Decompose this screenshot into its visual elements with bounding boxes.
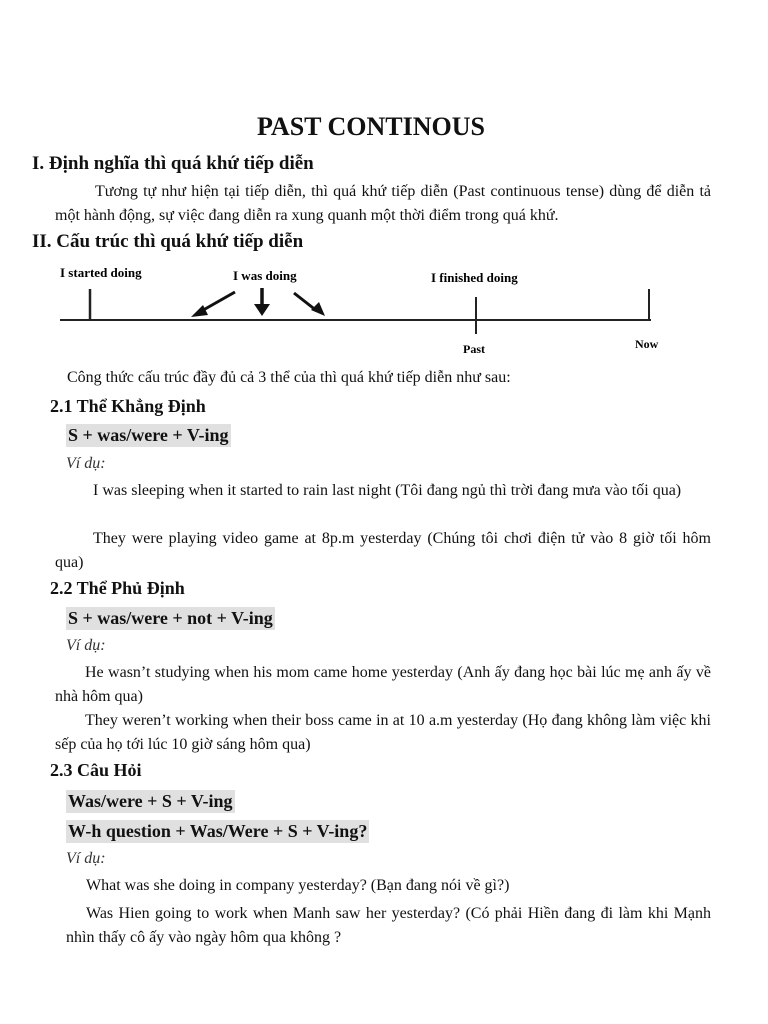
example-question-2: Was Hien going to work when Manh saw her yesterday? (Có phải Hiền đang đi làm khi Mạnh nhìn thấy cô ấy vào ngày hôm qua không ?: [66, 905, 711, 946]
formula-question-2: W-h question + Was/Were + S + V-ing?: [68, 821, 368, 841]
example-affirmative-1: I was sleeping when it started to rain last night (Tôi đang ngủ thì trời đang mưa vào tối qua): [93, 482, 682, 499]
timeline-label-was-doing: I was doing: [233, 268, 297, 283]
formula-negative: S + was/were + not + V-ing: [68, 608, 273, 628]
timeline-label-past: Past: [463, 342, 485, 356]
section-heading-definition: I. Định nghĩa thì quá khứ tiếp diễn: [32, 153, 314, 174]
definition-paragraph: Tương tự như hiện tại tiếp diễn, thì quá khứ tiếp diễn (Past continuous tense) dùng để diễn tả một hành động, sự việc đang diễn ra xung quanh một thời điểm trong quá khứ.: [55, 183, 711, 224]
formula-affirmative: S + was/were + V-ing: [68, 425, 229, 445]
timeline-diagram: [55, 262, 675, 362]
arrow-down-icon: [254, 288, 270, 316]
section-heading-structure: II. Cấu trúc thì quá khứ tiếp diễn: [32, 231, 304, 252]
example-label-affirmative: Ví dụ:: [66, 455, 106, 472]
heading-affirmative: 2.1 Thể Khẳng Định: [50, 396, 206, 416]
timeline-label-finished: I finished doing: [431, 270, 518, 285]
arrow-right-icon: [294, 293, 325, 316]
arrow-left-icon: [191, 292, 235, 317]
heading-negative: 2.2 Thể Phủ Định: [50, 578, 185, 598]
structure-intro: Công thức cấu trúc đầy đủ cả 3 thể của thì quá khứ tiếp diễn như sau:: [67, 369, 511, 386]
example-label-question: Ví dụ:: [66, 850, 106, 867]
example-label-negative: Ví dụ:: [66, 637, 106, 654]
timeline-label-now: Now: [635, 337, 659, 351]
heading-question: 2.3 Câu Hỏi: [50, 760, 142, 780]
timeline-label-started: I started doing: [60, 265, 142, 280]
example-affirmative-2: They were playing video game at 8p.m yesterday (Chúng tôi chơi điện tử vào 8 giờ tối hôm qua): [55, 530, 711, 571]
page-title: PAST CONTINOUS: [256, 112, 486, 141]
example-negative-2: They weren’t working when their boss came in at 10 a.m yesterday (Họ đang không làm việc khi sếp của họ tới lúc 10 giờ sáng hôm qua): [55, 712, 711, 753]
formula-question-1: Was/were + S + V-ing: [68, 791, 233, 811]
example-negative-1: He wasn’t studying when his mom came home yesterday (Anh ấy đang học bài lúc mẹ anh ấy về nhà hôm qua): [55, 664, 711, 705]
example-question-1: What was she doing in company yesterday? (Bạn đang nói về gì?): [86, 877, 510, 894]
